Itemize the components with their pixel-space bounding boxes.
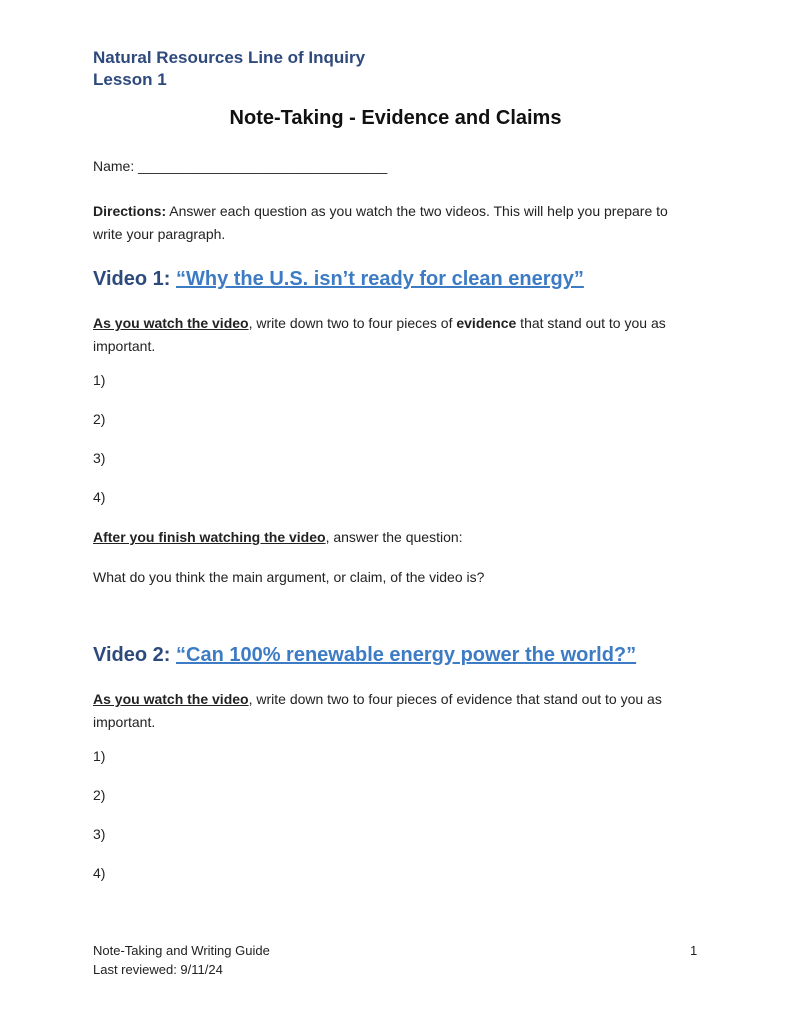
- video-1-item: 1): [93, 372, 106, 388]
- directions-paragraph: [93, 200, 693, 246]
- video-2-item: 4): [93, 865, 106, 881]
- page-title: Note-Taking - Evidence and Claims: [229, 107, 562, 129]
- directions-label: Directions:: [93, 203, 167, 219]
- video-1-instruction: [93, 312, 693, 358]
- header-line-2: Lesson 1: [93, 70, 167, 89]
- video-2-item: 3): [93, 826, 106, 842]
- page-number: 1: [690, 943, 698, 958]
- video-1-item: 4): [93, 489, 106, 505]
- video-1-link[interactable]: “Why the U.S. isn’t ready for clean energy”: [176, 268, 584, 290]
- claim-question: What do you think the main argument, or claim, of the video is?: [93, 569, 485, 585]
- video-2-link[interactable]: “Can 100% renewable energy power the world?”: [176, 644, 637, 666]
- directions-text: Answer each question as you watch the two videos. This will help you prepare to write your paragraph.: [93, 203, 668, 242]
- video-1-heading: [93, 268, 584, 291]
- video-2-instruction: [93, 688, 693, 734]
- footer-guide-title: Note-Taking and Writing Guide: [93, 943, 270, 958]
- video-1-after-instruction: [93, 526, 463, 549]
- video-2-heading: [93, 644, 636, 667]
- video-2-instruction-end: , write down two to four pieces of evidence that stand out to you as important.: [93, 691, 662, 730]
- video-2-item: 1): [93, 748, 106, 764]
- video-1-prefix: Video 1:: [93, 268, 176, 290]
- name-field-line: Name: ________________________________: [93, 158, 388, 174]
- after-watching-lead: After you finish watching the video: [93, 529, 326, 545]
- video-1-instruction-lead: As you watch the video: [93, 315, 249, 331]
- video-1-instruction-end: that stand out to you as important.: [93, 315, 666, 354]
- header-line-1: Natural Resources Line of Inquiry: [93, 48, 366, 67]
- footer-last-reviewed: Last reviewed: 9/11/24: [93, 962, 223, 977]
- video-1-instruction-mid: , write down two to four pieces of: [248, 315, 457, 331]
- video-2-item: 2): [93, 787, 106, 803]
- video-2-prefix: Video 2:: [93, 644, 176, 666]
- evidence-keyword: evidence: [456, 315, 517, 331]
- video-1-item: 3): [93, 450, 106, 466]
- video-2-instruction-lead: As you watch the video: [93, 691, 249, 707]
- video-1-item: 2): [93, 411, 106, 427]
- after-watching-end: , answer the question:: [325, 529, 463, 545]
